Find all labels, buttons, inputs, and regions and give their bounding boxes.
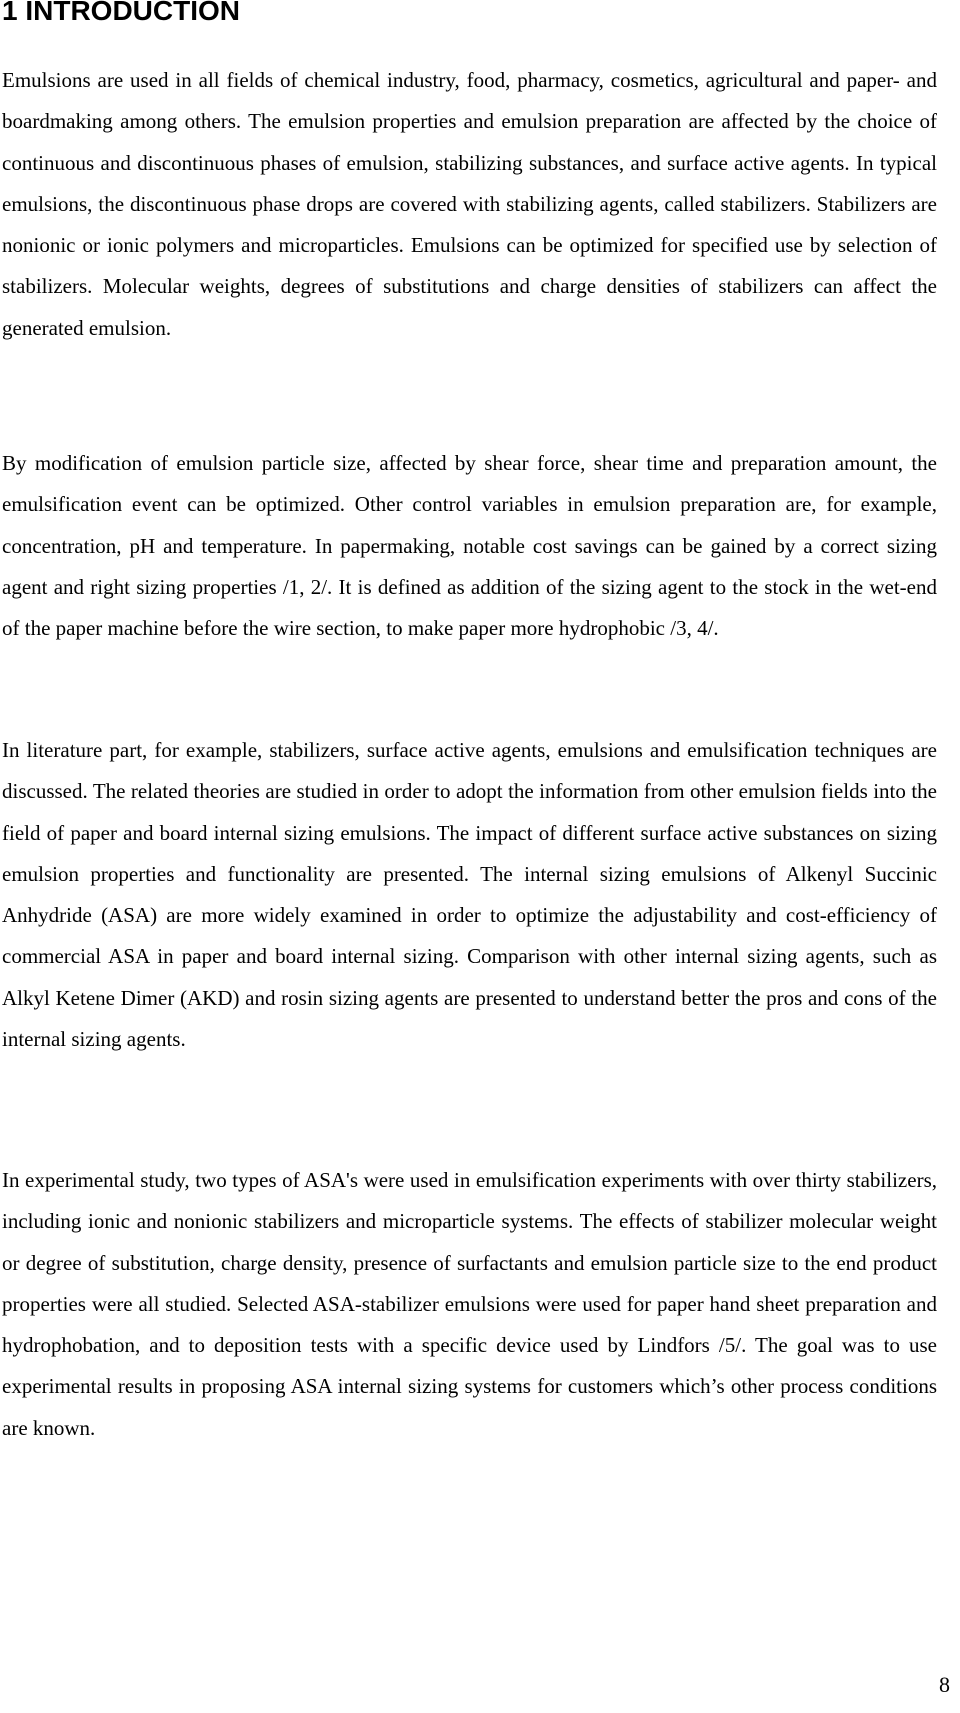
section-heading: 1 INTRODUCTION xyxy=(2,0,240,26)
paragraph-3: In literature part, for example, stabilizers, surface active agents, emulsions and emulsification techniques are discussed. The related theories are studied in order to adopt the information from other emulsion fields into the field of paper and board internal sizing emulsions. The impact of different surface active substances on sizing emulsion properties and functionality are presented. The internal sizing emulsions of Alkenyl Succinic Anhydride (ASA) are more widely examined in order to optimize the adjustability and cost-efficiency of commercial ASA in paper and board internal sizing. Comparison with other internal sizing agents, such as Alkyl Ketene Dimer (AKD) and rosin sizing agents are presented to understand better the pros and cons of the internal sizing agents. xyxy=(2,738,937,1052)
page-number: 8 xyxy=(939,1672,950,1697)
paragraph-4: In experimental study, two types of ASA's were used in emulsification experiments with over thirty stabilizers, including ionic and nonionic stabilizers and microparticle systems. The effects of stabilizer molecular weight or degree of substitution, charge density, presence of surfactants and emulsion particle size to the end product properties were all studied. Selected ASA-stabilizer emulsions were used for paper hand sheet preparation and hydrophobation, and to deposition tests with a specific device used by Lindfors /5/. The goal was to use experimental results in proposing ASA internal sizing systems for customers which’s other process conditions are known. xyxy=(2,1168,937,1440)
paragraph-1: Emulsions are used in all fields of chemical industry, food, pharmacy, cosmetics, agricultural and paper- and boardmaking among others. The emulsion properties and emulsion preparation are affected by the choice of continuous and discontinuous phases of emulsion, stabilizing substances, and surface active agents. In typical emulsions, the discontinuous phase drops are covered with stabilizing agents, called stabilizers. Stabilizers are nonionic or ionic polymers and microparticles. Emulsions can be optimized for specified use by selection of stabilizers. Molecular weights, degrees of substitutions and charge densities of stabilizers can affect the generated emulsion. xyxy=(2,68,937,340)
paragraph-2: By modification of emulsion particle size, affected by shear force, shear time and preparation amount, the emulsification event can be optimized. Other control variables in emulsion preparation are, for example, concentration, pH and temperature. In papermaking, notable cost savings can be gained by a correct sizing agent and right sizing properties /1, 2/. It is defined as addition of the sizing agent to the stock in the wet-end of the paper machine before the wire section, to make paper more hydrophobic /3, 4/. xyxy=(2,451,937,641)
